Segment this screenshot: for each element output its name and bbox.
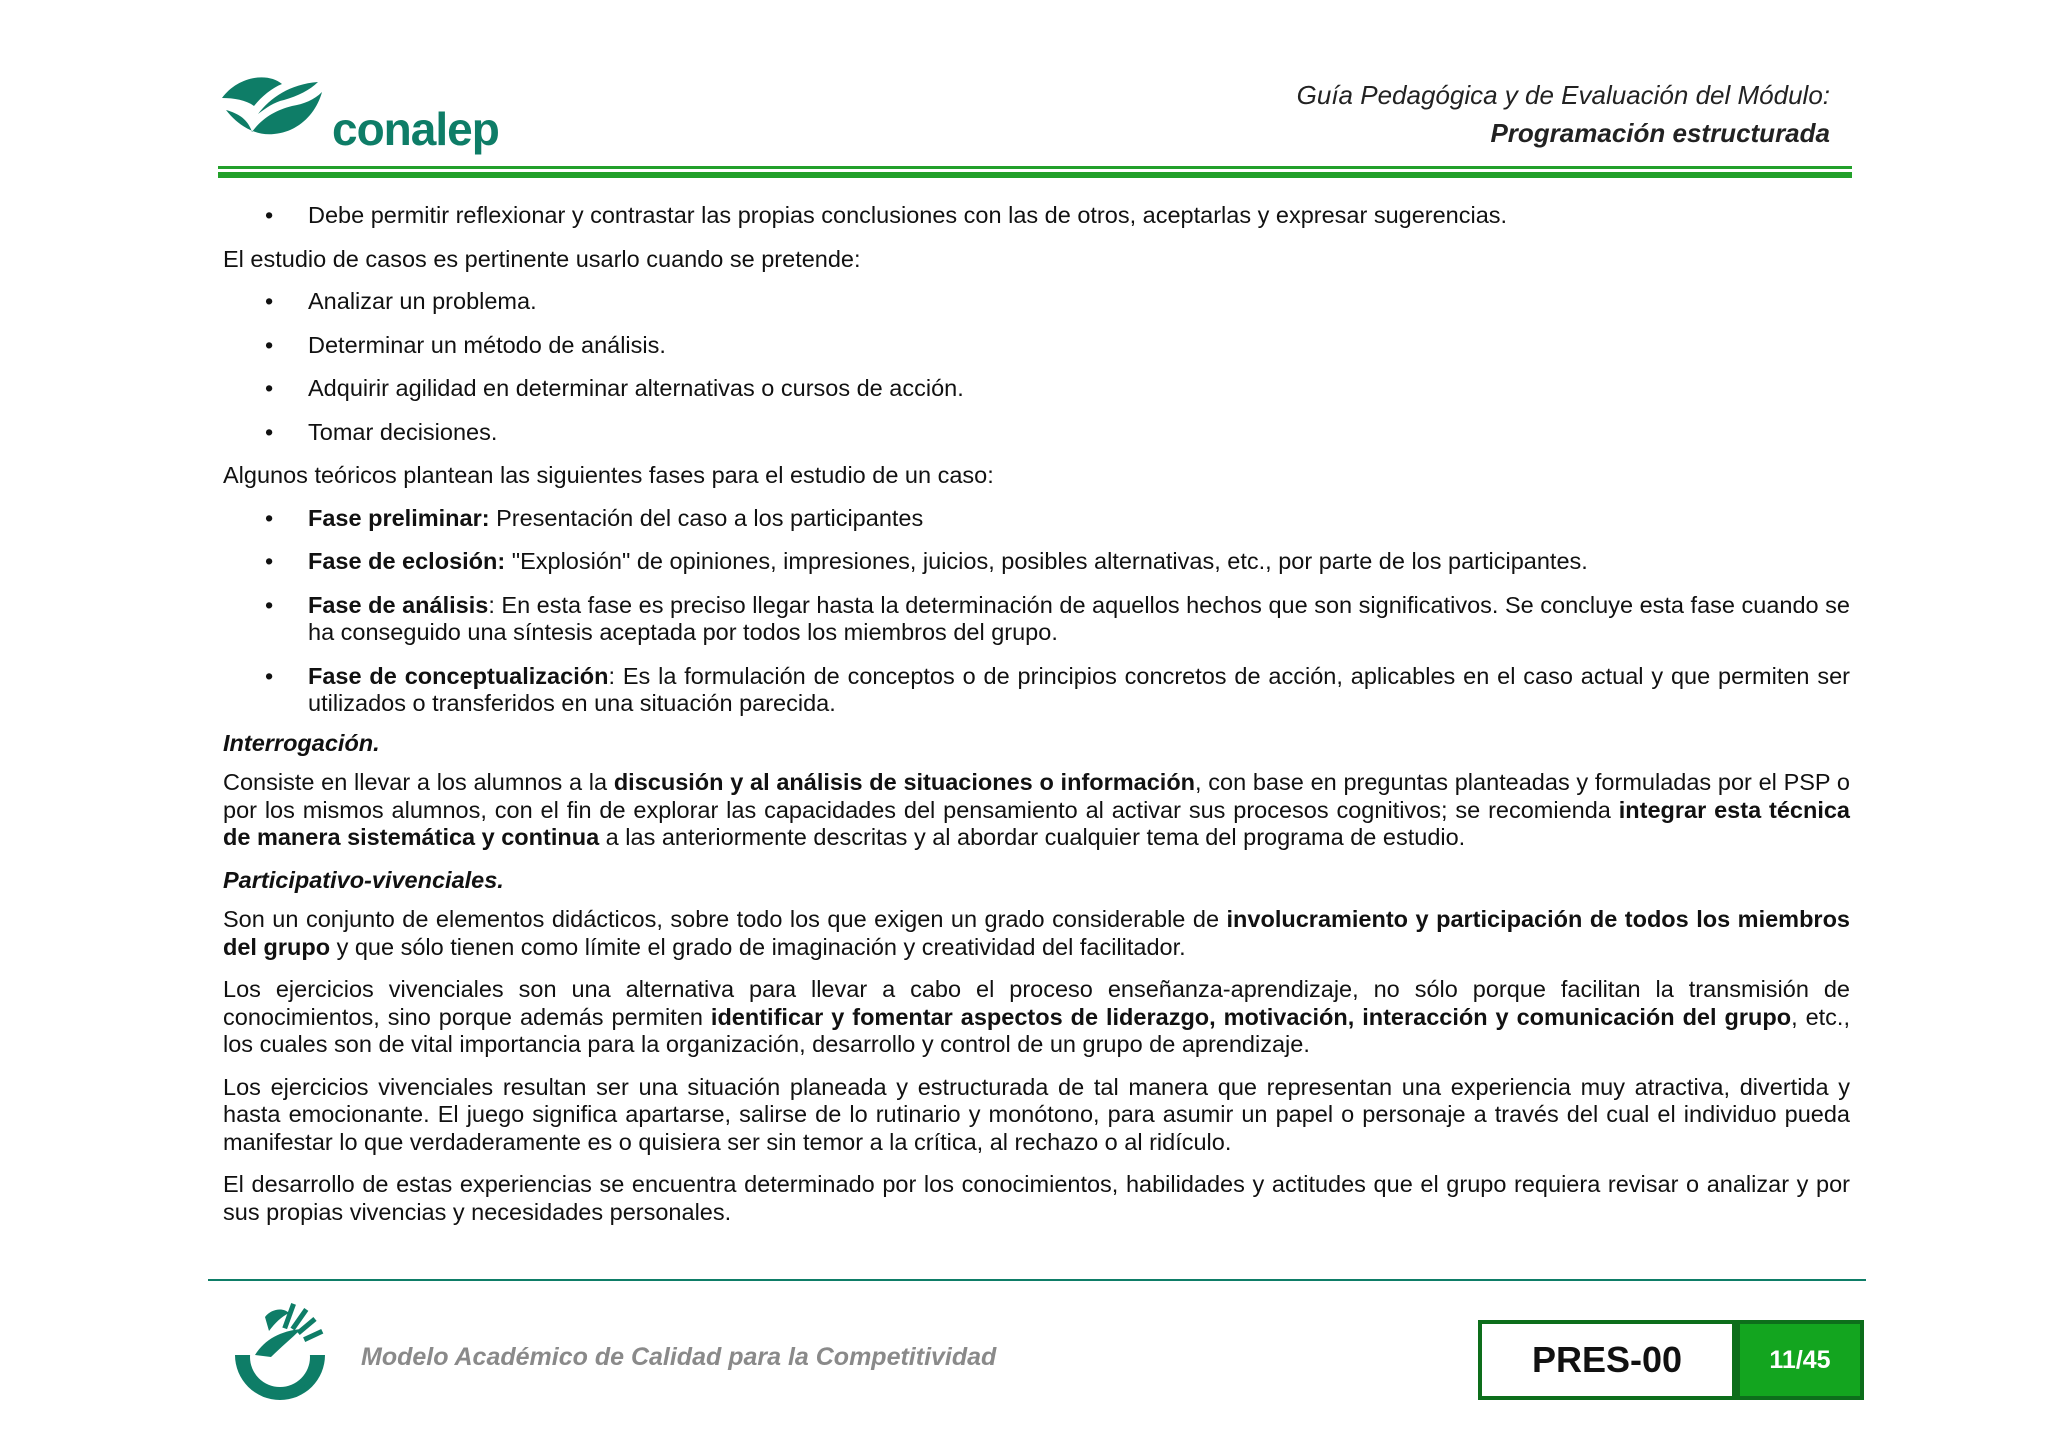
- list-item: • Fase de análisis: En esta fase es preciso llegar hasta la determinación de aquellos hechos que son significativos. Se concluye esta fase cuando se ha conseguido una síntesis aceptada por todos los miembros del grupo.: [265, 591, 1850, 645]
- page-header: [0, 0, 2048, 180]
- footer-rule: [208, 1279, 1866, 1281]
- list-item: • Determinar un método de análisis.: [265, 331, 666, 358]
- seal-icon: [225, 1295, 335, 1405]
- paragraph-participativo: Son un conjunto de elementos didácticos, sobre todo los que exigen un grado considerable de involucramiento y participación de todos los miembros del grupo y que sólo tienen como límite el grado de imaginación y creatividad del facilitador.: [223, 906, 1850, 960]
- bullet-icon: •: [265, 288, 274, 314]
- bullet-list-top: [223, 202, 1850, 230]
- footer-model-title: Modelo Académico de Calidad para la Competitividad: [361, 1343, 997, 1371]
- paragraph-interrogacion: Consiste en llevar a los alumnos a la discusión y al análisis de situaciones o información, con base en preguntas planteadas y formuladas por el PSP o por los mismos alumnos, con el fin de explorar las capacidades del pensamiento al activar sus procesos cognitivos; se recomienda integrar esta técnica de manera sistemática y continua a las anteriormente descritas y al abordar cualquier tema del programa de estudio.: [223, 769, 1850, 850]
- list-item: • Fase de eclosión: "Explosión" de opiniones, impresiones, juicios, posibles alternativas, etc., por parte de los participantes.: [265, 548, 1588, 574]
- guide-title-line2: Programación estructurada: [1490, 118, 1830, 148]
- section-heading-interrogacion: Interrogación.: [223, 729, 380, 756]
- guide-title-line1: Guía Pedagógica y de Evaluación del Módulo:: [1296, 80, 1830, 110]
- list-item: • Analizar un problema.: [265, 288, 537, 314]
- fase-term: Fase de análisis: [308, 591, 489, 618]
- list-item: • Tomar decisiones.: [265, 418, 498, 445]
- paragraph-vivenciales-2: Los ejercicios vivenciales resultan ser una situación planeada y estructurada de tal manera que representan una experiencia muy atractiva, divertida y hasta emocionante. El juego significa apartarse, salirse de lo rutinario y monótono, para asumir un papel o personaje a través del cual el individuo pueda manifestar lo que verdaderamente es o quisiera ser sin temor a la crítica, al rechazo o al ridículo.: [223, 1073, 1850, 1155]
- page-number: 11/45: [1736, 1320, 1864, 1400]
- guide-title: [1297, 76, 1830, 152]
- header-rule-thin: [218, 166, 1852, 169]
- list-item: • Adquirir agilidad en determinar alternativas o cursos de acción.: [265, 375, 964, 401]
- bullet-icon: •: [265, 662, 274, 689]
- paragraph: Algunos teóricos plantean las siguientes fases para el estudio de un caso:: [223, 462, 994, 488]
- conalep-logo-mark: [218, 70, 328, 150]
- list-item: • Fase de conceptualización: Es la formulación de conceptos o de principios concretos de acción, aplicables en el caso actual y que permiten ser utilizados o transferidos en una situación parecida.: [265, 662, 1850, 716]
- bullet-icon: •: [265, 548, 274, 574]
- bullet-icon: •: [265, 375, 274, 401]
- list-item: • Debe permitir reflexionar y contrastar las propias conclusiones con las de otros, aceptarlas y expresar sugerencias.: [265, 202, 1508, 228]
- bullet-icon: •: [265, 331, 274, 358]
- paragraph-vivenciales-1: Los ejercicios vivenciales son una alternativa para llevar a cabo el proceso enseñanza-aprendizaje, no sólo porque facilitan la transmisión de conocimientos, sino porque además permiten identificar y fomentar aspectos de liderazgo, motivación, interacción y comunicación del grupo, etc., los cuales son de vital importancia para la organización, desarrollo y control de un grupo de aprendizaje.: [223, 976, 1850, 1057]
- bullet-icon: •: [265, 202, 274, 228]
- bullet-icon: •: [265, 418, 274, 445]
- bullet-icon: •: [265, 591, 274, 618]
- fase-term: Fase de eclosión:: [308, 548, 506, 574]
- casos-list: [223, 288, 1850, 446]
- paragraph-desarrollo: El desarrollo de estas experiencias se encuentra determinado por los conocimientos, habilidades y actitudes que el grupo requiera revisar o analizar y por sus propias vivencias y necesidades personales.: [223, 1171, 1850, 1225]
- paragraph: El estudio de casos es pertinente usarlo cuando se pretende:: [223, 245, 861, 272]
- fase-term: Fase de conceptualización: [308, 662, 609, 689]
- document-body: [223, 202, 1850, 1241]
- header-rule-thick: [218, 172, 1852, 178]
- fase-term: Fase preliminar:: [308, 504, 490, 531]
- logo-text: conalep: [332, 103, 499, 155]
- document-code: PRES-00: [1478, 1320, 1736, 1400]
- list-item: • Fase preliminar: Presentación del caso a los participantes: [265, 504, 924, 531]
- bullet-icon: •: [265, 504, 274, 531]
- fases-list: [223, 505, 1850, 718]
- section-heading-participativo: Participativo-vivenciales.: [223, 866, 504, 893]
- calidad-seal-logo: [225, 1295, 335, 1405]
- conalep-logo: [218, 70, 538, 160]
